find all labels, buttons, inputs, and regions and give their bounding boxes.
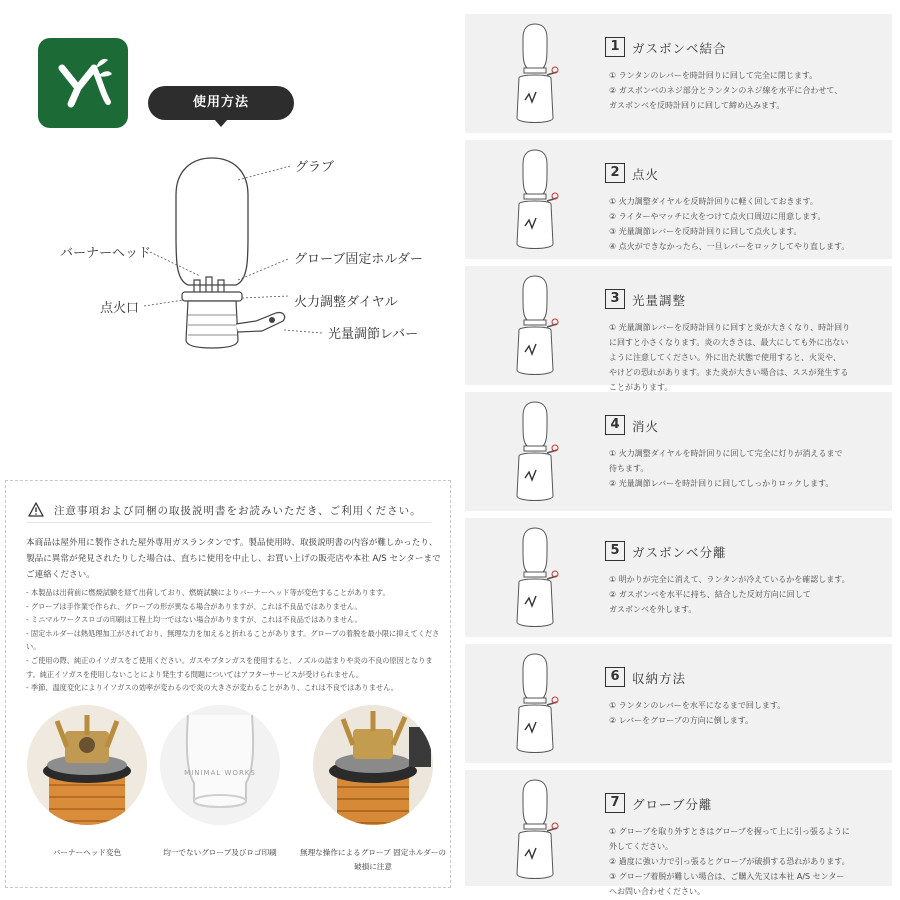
notice-title: 注意事項および同梱の取扱説明書をお読みいただき、ご利用ください。 bbox=[54, 505, 422, 517]
step-line: ガスボンベを反時計回りに回して締め込みます。 bbox=[609, 101, 785, 110]
step-line: ① グローブを取り外すときはグローブを握って上に引っ張るように bbox=[609, 827, 850, 836]
step-line: ② 光量調節レバーを時計回りに回してしっかりロックします。 bbox=[609, 479, 834, 488]
step-lantern-icon bbox=[507, 776, 563, 886]
label-fire-dial: 火力調整ダイヤル bbox=[294, 295, 398, 310]
warning-icon bbox=[28, 502, 44, 517]
step-card-5 bbox=[465, 518, 892, 637]
step-line: ① 火力調整ダイヤルを反時計回りに軽く回しておきます。 bbox=[609, 197, 818, 206]
label-globe-holder: グローブ固定ホルダー bbox=[294, 252, 423, 267]
step-line: ③ グローブ着脱が難しい場合は、ご購入先又は本社 A/S センター bbox=[609, 872, 845, 881]
step-lantern-icon bbox=[507, 650, 563, 760]
step-title: グローブ分離 bbox=[632, 797, 713, 812]
globe-logo-print: MINIMAL WORKS bbox=[184, 769, 256, 777]
step-line: ② レバーをグローブの方向に倒します。 bbox=[609, 716, 754, 725]
step-line: へお問い合わせください。 bbox=[609, 887, 705, 896]
step-card-7 bbox=[465, 770, 892, 896]
caption-burner-discoloration: バーナーヘッド変色 bbox=[52, 848, 122, 857]
step-title: 収納方法 bbox=[632, 671, 687, 686]
step-instructions bbox=[609, 68, 889, 113]
step-line: ① 明かりが完全に消えて、ランタンが冷えているかを確認します。 bbox=[609, 575, 850, 584]
step-number: 7 bbox=[605, 793, 625, 813]
notice-item: - グローブは手作業で作られ、グローブの形が異なる場合がありますが、これは不良品ではありません。 bbox=[26, 601, 362, 611]
step-number: 4 bbox=[605, 415, 625, 435]
step-line: ① ランタンのレバーを水平になるまで回します。 bbox=[609, 701, 786, 710]
step-line: 外してください。 bbox=[609, 842, 673, 851]
photo-holder-damage bbox=[313, 705, 433, 825]
step-instructions bbox=[609, 320, 889, 395]
step-instructions bbox=[609, 194, 889, 254]
step-line: ① 火力調整ダイヤルを時計回りに回して完全に灯りが消えるまで bbox=[609, 449, 843, 458]
step-line: ② ライターやマッチに火をつけて点火口周辺に用意します。 bbox=[609, 212, 826, 221]
step-line: に回すと小さくなります。炎の大きさは、最大にしても外に出ない bbox=[609, 338, 849, 347]
step-title: 点火 bbox=[632, 167, 660, 182]
photo-uneven-globe bbox=[160, 705, 280, 825]
step-line: ① ランタンのレバーを時計回りに回して完全に閉じます。 bbox=[609, 71, 818, 80]
step-title: ガスボンベ結合 bbox=[632, 41, 727, 56]
step-lantern-icon bbox=[507, 398, 563, 508]
step-number: 2 bbox=[605, 163, 625, 183]
photo-burner-discoloration bbox=[27, 705, 147, 825]
step-lantern-icon bbox=[507, 146, 563, 256]
step-number: 1 bbox=[605, 37, 625, 57]
step-line: ② 過度に強い力で引っ張るとグローブが破損する恐れがあります。 bbox=[609, 857, 850, 866]
lantern-parts-diagram bbox=[40, 140, 460, 370]
notice-list bbox=[26, 586, 444, 695]
step-card-3 bbox=[465, 266, 892, 392]
notice-item: - 季節、温度変化によりイソガスの効率が変わるので炎の大きさが変わることがあり、これは不良ではありません。 bbox=[26, 683, 398, 693]
label-burner-head: バーナーヘッド bbox=[60, 246, 152, 261]
caption-holder-damage: 無理な操作によるグローブ 固定ホルダーの破損に注意 bbox=[299, 848, 446, 871]
step-line: ことがあります。 bbox=[609, 383, 673, 392]
step-number: 3 bbox=[605, 289, 625, 309]
step-card-2 bbox=[465, 140, 892, 259]
notice-item: - ミニマルワークスロゴの印刷は工程上均一ではない場合がありますが、これは不良品ではありません。 bbox=[26, 615, 362, 625]
step-title: 光量調整 bbox=[632, 293, 687, 308]
step-line: ③ 光量調節レバーを反時計回りに回して点火します。 bbox=[609, 227, 802, 236]
step-instructions bbox=[609, 824, 889, 899]
notice-item: - 固定ホルダーは熱処理加工がされており、無理な力を加えると折れることがあります。グローブの着脱を最小限に抑えてください。 bbox=[26, 628, 440, 652]
notice-header bbox=[26, 501, 431, 523]
step-line: ように注意してください。外に出た状態で使用すると、火災や、 bbox=[609, 353, 841, 362]
notice-panel bbox=[5, 480, 451, 888]
step-title: ガスボンベ分離 bbox=[632, 545, 727, 560]
step-card-6 bbox=[465, 644, 892, 763]
notice-intro: 本商品は屋外用に製作された屋外専用ガスランタンです。製品使用時、取扱説明書の内容が難しかったり、製品に異常が発見されたりした場合は、直ちに使用を中止し、お買い上げの販売店や本社 A/S センターまでご連絡ください。 bbox=[26, 538, 441, 580]
brand-logo bbox=[38, 38, 128, 128]
burner-head-photo bbox=[27, 705, 147, 825]
label-ignition-port: 点火口 bbox=[100, 301, 140, 316]
step-number: 6 bbox=[605, 667, 625, 687]
step-instructions bbox=[609, 572, 889, 617]
step-card-1 bbox=[465, 14, 892, 133]
step-card-4 bbox=[465, 392, 892, 511]
step-line: 待ちます。 bbox=[609, 464, 649, 473]
step-line: ② ガスボンベを水平に持ち、結合した反対方向に回して bbox=[609, 590, 811, 599]
usage-heading: 使用方法 bbox=[148, 86, 294, 120]
step-title: 消火 bbox=[632, 419, 660, 434]
leaf-sprout-icon bbox=[38, 38, 128, 128]
notice-item: - ご使用の際、純正のイソガスをご使用ください。ガスやブタンガスを使用すると、ノズルの詰まりや炎の不良の原因となります。純正イソガスを使用しないことにより発生する問題についてはアフターサービスが受けられません。 bbox=[26, 655, 433, 679]
step-instructions bbox=[609, 446, 889, 491]
step-lantern-icon bbox=[507, 524, 563, 634]
step-line: ガスボンベを外します。 bbox=[609, 605, 697, 614]
step-line: ④ 点火ができなかったら、一旦レバーをロックしてやり直します。 bbox=[609, 242, 850, 251]
step-number: 5 bbox=[605, 541, 625, 561]
step-lantern-icon bbox=[507, 272, 563, 382]
step-line: ① 光量調節レバーを反時計回りに回すと炎が大きくなり、時計回り bbox=[609, 323, 851, 332]
step-line: ② ガスボンベのネジ部分とランタンのネジ線を水平に合わせて、 bbox=[609, 86, 843, 95]
step-line: やけどの恐れがあります。また炎が大きい場合は、ススが発生する bbox=[609, 368, 849, 377]
notice-item: - 本製品は出荷前に燃焼試験を経て出荷しており、燃焼試験によりバーナーヘッド等が変色することがあります。 bbox=[26, 588, 390, 597]
label-light-lever: 光量調節レバー bbox=[328, 327, 419, 342]
globe-holder-photo bbox=[313, 705, 433, 825]
glass-globe-photo bbox=[160, 705, 280, 825]
step-instructions bbox=[609, 698, 889, 728]
caption-uneven-globe: 均一でないグローブ及びロゴ印刷 bbox=[163, 848, 277, 857]
step-lantern-icon bbox=[507, 20, 563, 130]
label-globe: グラブ bbox=[295, 160, 335, 175]
